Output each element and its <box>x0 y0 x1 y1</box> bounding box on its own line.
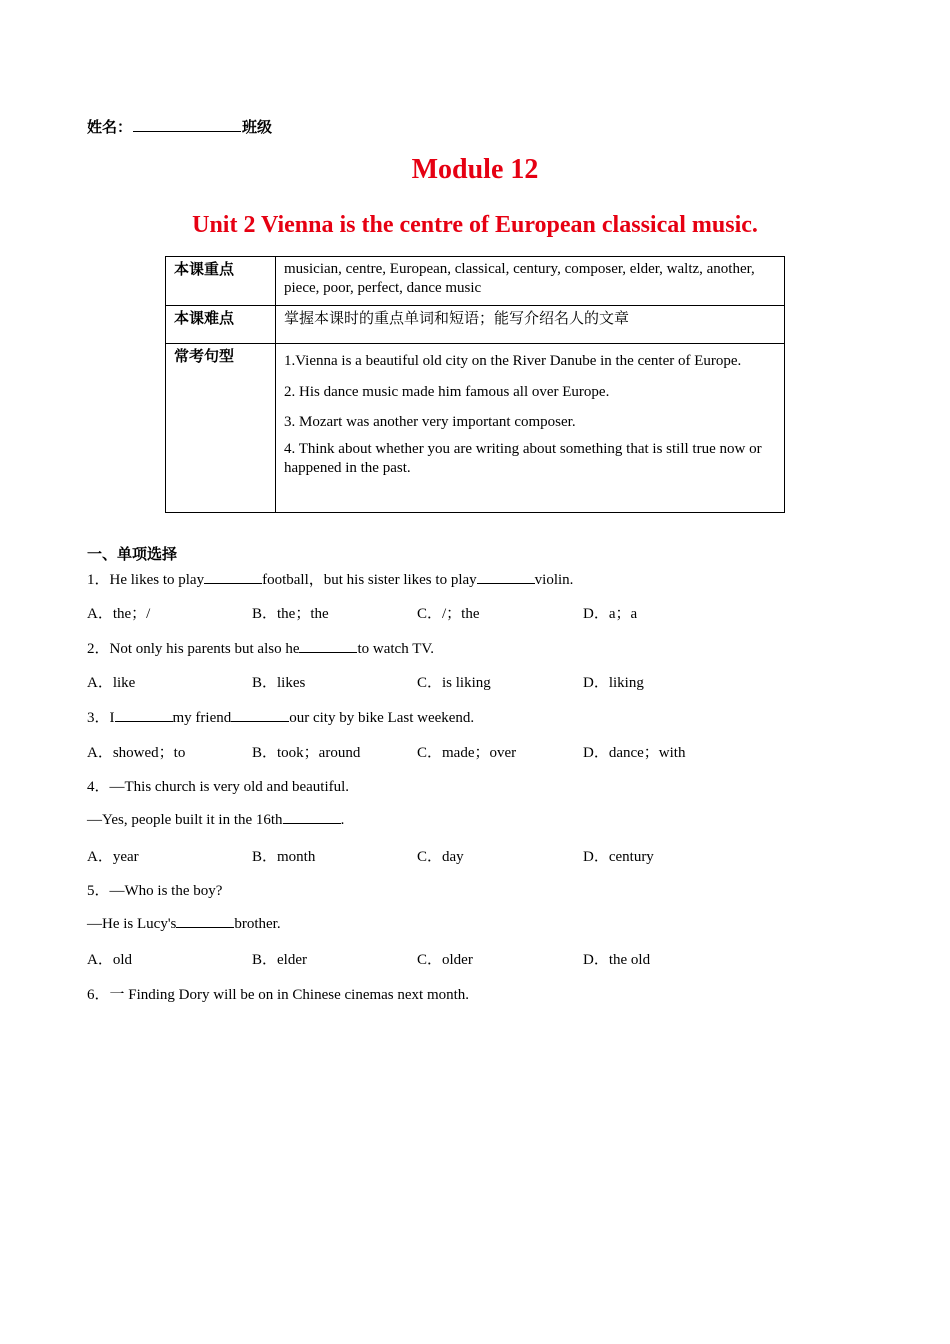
option-c[interactable]: C．older <box>417 952 473 968</box>
answer-blank[interactable] <box>115 708 173 722</box>
option-a[interactable]: A．year <box>87 849 139 865</box>
difficulties-content: 掌握本课时的重点单词和短语；能写介绍名人的文章 <box>276 306 785 344</box>
option-a[interactable]: A．the；/ <box>87 606 151 622</box>
key-points-label: 本课重点 <box>166 257 276 306</box>
unit-title: Unit 2 Vienna is the centre of European classical music. <box>192 212 758 238</box>
answer-blank[interactable] <box>283 810 341 824</box>
option-d[interactable]: D．the old <box>583 952 651 968</box>
name-label: 姓名： <box>87 118 133 136</box>
answer-blank[interactable] <box>231 708 289 722</box>
question-2-stem <box>87 637 434 658</box>
option-b[interactable]: B．the；the <box>252 606 329 622</box>
option-a[interactable]: A．showed；to <box>87 745 186 761</box>
option-c[interactable]: C．/；the <box>417 606 480 622</box>
stem-text: —He is Lucy's <box>87 916 177 932</box>
module-title: Module 12 <box>411 154 539 185</box>
question-5-stem: 5．—Who is the boy? <box>87 883 223 899</box>
stem-text: football，but his sister likes to play <box>262 572 477 588</box>
question-4-response <box>87 810 344 829</box>
option-a[interactable]: A．like <box>87 675 136 691</box>
option-d[interactable]: D．liking <box>583 675 644 691</box>
stem-text: 2．Not only his parents but also he <box>87 641 300 657</box>
option-b[interactable]: B．likes <box>252 675 306 691</box>
question-1-stem <box>87 568 573 589</box>
stem-text: —Yes, people built it in the 16th <box>87 812 283 828</box>
option-c[interactable]: C．is liking <box>417 675 491 691</box>
difficulties-label: 本课难点 <box>166 306 276 344</box>
option-a[interactable]: A．old <box>87 952 133 968</box>
stem-text: 1．He likes to play <box>87 572 205 588</box>
option-b[interactable]: B．took；around <box>252 745 361 761</box>
question-3-stem <box>87 706 474 727</box>
answer-blank[interactable] <box>204 570 262 584</box>
section-title: 一、单项选择 <box>87 545 178 563</box>
table-row <box>166 344 785 513</box>
stem-text: to watch TV. <box>357 641 435 657</box>
sentence-patterns-label: 常考句型 <box>166 344 276 513</box>
stem-text: . <box>340 812 345 828</box>
option-c[interactable]: C．made；over <box>417 745 517 761</box>
class-label: 班级 <box>242 118 273 136</box>
sentence-3: 3. Mozart was another very important composer. <box>284 414 576 430</box>
stem-text: our city by bike Last weekend. <box>289 710 475 726</box>
stem-text: 3．I <box>87 710 115 726</box>
option-b[interactable]: B．month <box>252 849 316 865</box>
stem-text: brother. <box>234 916 281 932</box>
table-row <box>166 306 785 344</box>
question-5-response <box>87 914 281 933</box>
question-6-stem: 6．一 Finding Dory will be on in Chinese cinemas next month. <box>87 987 470 1003</box>
name-class-line <box>87 116 272 137</box>
answer-blank[interactable] <box>176 914 234 928</box>
stem-text: my friend <box>172 710 232 726</box>
key-points-content: musician, centre, European, classical, century, composer, elder, waltz, another, piece, poor, perfect, dance music <box>276 257 785 306</box>
lesson-info-table <box>165 256 785 513</box>
answer-blank[interactable] <box>299 639 357 653</box>
option-d[interactable]: D．a；a <box>583 606 638 622</box>
answer-blank[interactable] <box>477 570 535 584</box>
sentence-1: 1.Vienna is a beautiful old city on the River Danube in the center of Europe. <box>284 353 742 369</box>
question-4-stem: 4．—This church is very old and beautiful. <box>87 779 350 795</box>
sentence-patterns-content <box>276 344 785 513</box>
option-c[interactable]: C．day <box>417 849 464 865</box>
option-d[interactable]: D．century <box>583 849 654 865</box>
name-blank[interactable] <box>133 117 241 132</box>
stem-text: violin. <box>534 572 574 588</box>
option-b[interactable]: B．elder <box>252 952 307 968</box>
sentence-2: 2. His dance music made him famous all over Europe. <box>284 384 610 400</box>
sentence-4: 4. Think about whether you are writing about something that is still true now or happened in the past. <box>284 441 762 476</box>
table-row <box>166 257 785 306</box>
option-d[interactable]: D．dance；with <box>583 745 686 761</box>
